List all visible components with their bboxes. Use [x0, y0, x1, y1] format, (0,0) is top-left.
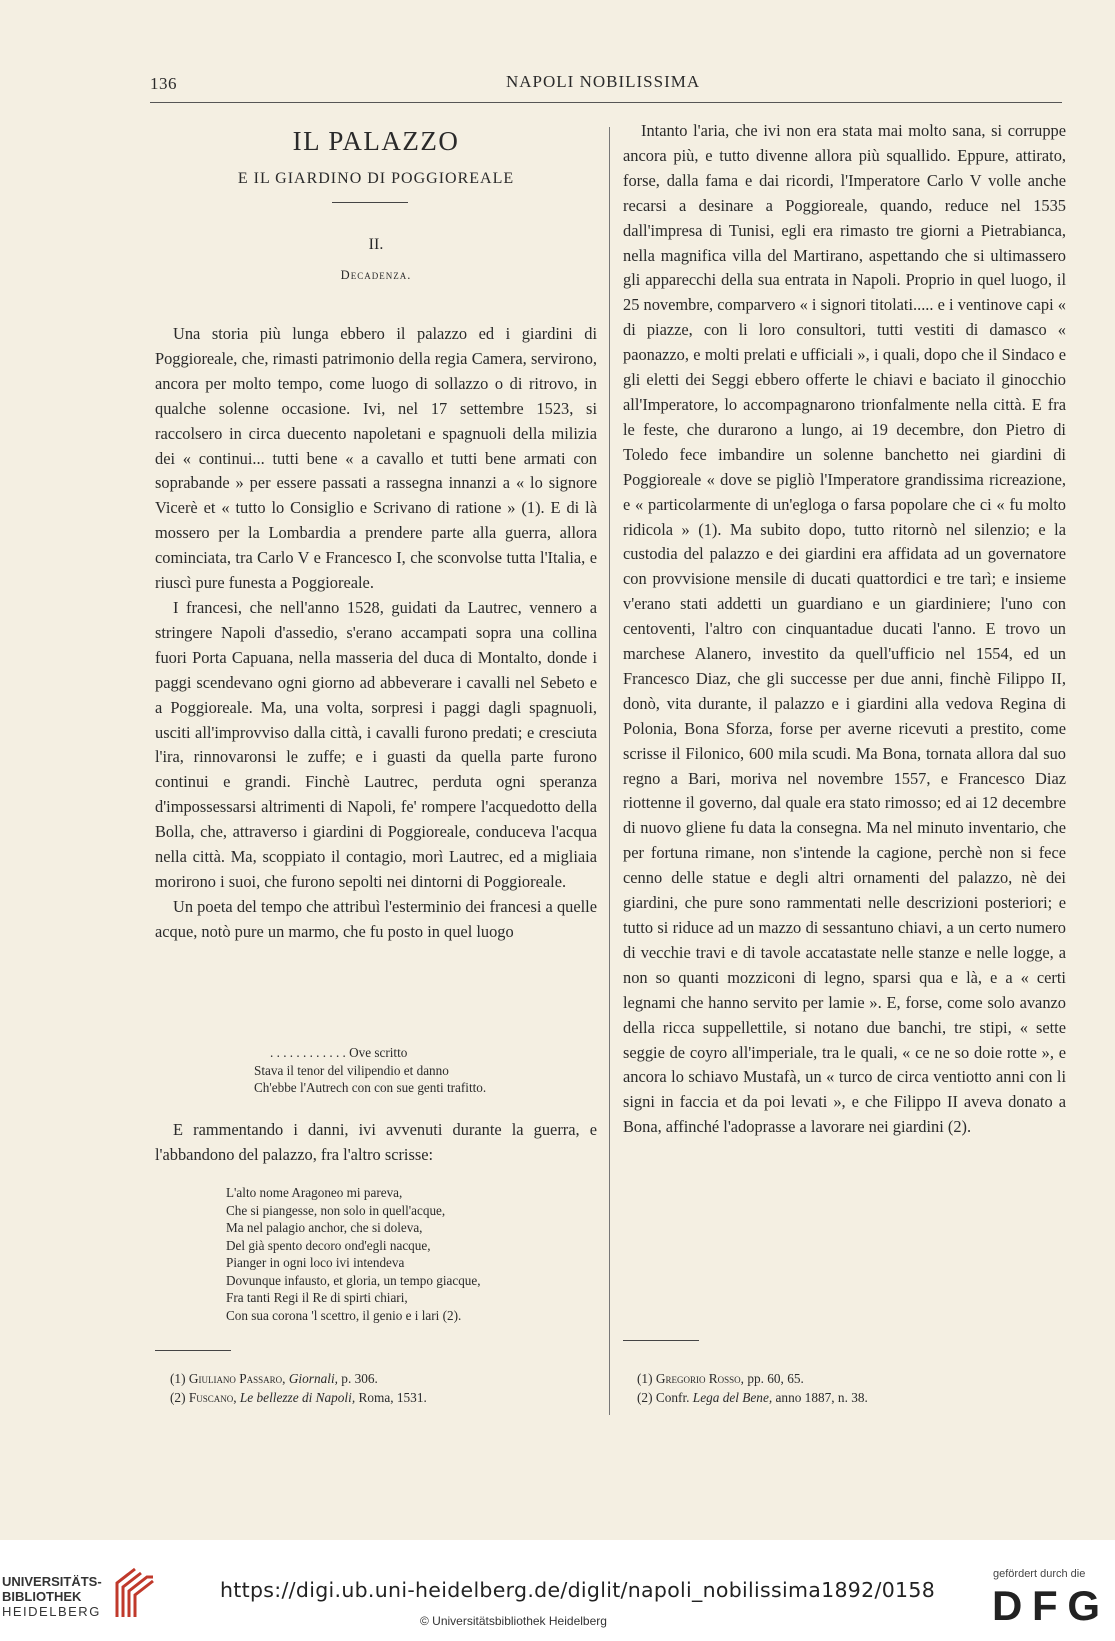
verse-line: Dovunque infausto, et gloria, un tempo giacque, — [226, 1272, 481, 1288]
footnotes-left — [170, 1369, 427, 1407]
article-subtitle: E IL GIARDINO DI POGGIOREALE — [237, 170, 515, 187]
running-title: NAPOLI NOBILISSIMA — [506, 72, 701, 91]
library-logo-icon — [113, 1565, 161, 1626]
column-divider — [609, 127, 610, 1415]
section-heading: Decadenza. — [340, 268, 412, 282]
copyright-notice: © Universitätsbibliothek Heidelberg — [420, 1614, 607, 1628]
part-number: II. — [368, 236, 384, 253]
svg-text:DFG: DFG — [992, 1584, 1100, 1624]
dfg-logo-icon — [992, 1584, 1104, 1629]
paragraph: I francesi, che nell'anno 1528, guidati da Lautrec, vennero a stringere Napoli d'assedio, s'erano accampati sopra una collina fuori Porta Capuana, nella masseria del duca di Montalto, donde i paggi scendevano ogni giorno ad abbeverare i cavalli nel Sebeto e a Poggioreale. Ma, una volta, sorpresi i paggi dagli spagnuoli, usciti all'improvviso dalla città, i cavalli furono predati; e cresciuta l'ira, rinnovaronsi le zuffe; e i guasti da quella parte furono continui e grandi. Finchè Lautrec, perduta ogni speranza d'impossessarsi altrimenti di Napoli, fe' rompere l'acquedotto della Bolla, che, attraverso i giardini di Poggioreale, conduceva l'acqua nella città. Ma, scoppiato il contagio, morì Lautrec, ed a migliaia morirono i suoi, che furono sepolti nei dintorni di Poggioreale. — [155, 597, 597, 891]
page-number: 136 — [150, 74, 177, 93]
verse-line: Del già spento decoro ond'egli nacque, — [226, 1237, 431, 1253]
title-rule — [332, 202, 408, 203]
article-title: IL PALAZZO — [292, 126, 460, 156]
verse-line: Con sua corona 'l scettro, il genio e i lari (2). — [226, 1307, 462, 1323]
verse-line: Stava il tenor del vilipendio et danno — [254, 1062, 449, 1078]
footnote: (2) Confr. Lega del Bene, anno 1887, n. 38. — [637, 1390, 868, 1405]
verse-line: Ma nel palagio anchor, che si doleva, — [226, 1220, 423, 1235]
source-url-link[interactable]: https://digi.ub.uni-heidelberg.de/diglit/napoli_nobilissima1892/0158 — [220, 1578, 936, 1602]
verse-line: . . . . . . . . . . . . Ove scritto — [270, 1045, 408, 1060]
verse-quote-2 — [226, 1184, 481, 1324]
footnotes-right — [637, 1369, 868, 1407]
footnote: (1) Gregorio Rosso, pp. 60, 65. — [637, 1371, 804, 1386]
paragraph: E rammentando i danni, ivi avvenuti durante la guerra, e l'abbandono del palazzo, fra l'altro scrisse: — [155, 1120, 597, 1164]
footnote-rule-right — [623, 1340, 699, 1341]
paragraph: Un poeta del tempo che attribuì l'esterminio dei francesi a quelle acque, notò pure un marmo, che fu posto in quel luogo — [155, 896, 597, 941]
library-name: UNIVERSITÄTS- BIBLIOTHEK HEIDELBERG — [2, 1574, 102, 1619]
verse-line: L'alto nome Aragoneo mi pareva, — [226, 1185, 403, 1200]
right-column — [623, 119, 1066, 1140]
paragraph: Una storia più lunga ebbero il palazzo ed i giardini di Poggioreale, che, rimasti patrimonio della regia Camera, servirono, ancora per molto tempo, come luogo di sollazzo o di ritrovo, in qualche solenne occasione. Ivi, nel 17 settembre 1523, si raccolsero in circa duecento napoletani e spagnuoli della milizia dei « continui... tutti bene « a cavallo et tutti bene armati con soprabande » per essere passati a rassegna innanzi a « lo signore Vicerè et « tutto lo Consiglio e Scrivano di ratione » (1). E di là mossero per la Lombardia a prendere parte alla guerra, allora cominciata, tra Carlo V e Francesco I, che sconvolse tutta l'Italia, e riuscì pure funesta a Poggioreale. — [155, 324, 597, 593]
funding-note: gefördert durch die — [993, 1568, 1086, 1580]
footnote-rule-left — [155, 1350, 231, 1351]
verse-line: Pianger in ogni loco ivi intendeva — [226, 1255, 405, 1270]
paragraph: Intanto l'aria, che ivi non era stata mai molto sana, si corruppe ancora più, e tutto divenne allora più squallido. Eppure, attirato, forse, dalla fama e dai ricordi, l'Imperatore Carlo V volle anche recarsi a desinare a Poggioreale, quando, reduce nel 1535 dall'impresa di Tunisi, egli era rimasto tre giorni a Pietrabianca, nella magnifica villa del Martirano, aspettando che si ultimassero gli apparecchi della sua entrata in Napoli. Proprio in quel luogo, il 25 novembre, comparvero « i signori titolati..... e i ventinove capi « di piazze, con li loro consultori, tutti vestiti di damasco « paonazzo, e molti prelati e ufficiali », i quali, dopo che il Sindaco e gli eletti dei Seggi ebbero offerte le chiavi e baciato il ginocchio all'Imperatore, lo accompagnarono trionfalmente nella città. E fra le feste, che durarono a lungo, ai 19 decembre, don Pietro di Toledo fece imbandire un solenne banchetto nei giardini di Poggioreale « dove se pigliò l'Imperatore grandissima ricreazione, e « particolarmente di un'egloga o farsa popolare che ci « fu molto ridicola » (1). Ma subito dopo, tutto ritornò nel silenzio; e la custodia del palazzo e dei giardini era affidata ad un governatore con provvisione mensile di ducati quattordici e tre tarì; e insieme v'erano stati addetti un guardiano e un giardiniere; l'uno con centoventi, l'altro con cinquantadue ducati l'anno. E trovo un marchese Alanero, investito da quell'ufficio nel 1554, ed un Francesco Diaz, che gli successe per due anni, finchè Filippo II, donò, vita durante, il palazzo e i giardini alla vedova Regina di Polonia, Bona Sforza, forse per averne ricevuti a prestito, come scrisse il Filonico, 600 mila scudi. Ma Bona, tornata allora dal suo regno a Bari, moriva nel novembre 1557, e Francesco Diaz riottenne il governo, dal quale era stato rimosso; ed ai 12 decembre di nuovo gliene fu data la consegna. Ma nel minuto inventario, che per fortuna rimane, non s'intende la cagione, perchè non si fece cenno delle statue e degli altri ornamenti del palazzo, nè dei giardini, che pure sono rammentati nelle descrizioni posteriori; e tutto si riduce ad un mazzo di sessantuno chiavi, a un certo numero di vecchie travi e di tavole accatastate nelle stanze e nelle logge, a non so quanti mozziconi di legno, sparsi qua e là, e a « certi legnami che hanno servito per lamie ». E, forse, come solo avanzo della ricca suppellettile, si notano due banchi, tre stipi, « sette seggie de coyro all'imperiale, tra le quali, « ce ne so doie rotte », e ancora lo schiavo Mustafà, un « turco de circa ventiotto anni con li signi in faccia et da poi levati », e che Filippo II aveva donato a Bona, affinché l'adoprasse a lavorare nei giardini (2). — [623, 121, 1066, 1137]
left-column-continued — [155, 1118, 597, 1168]
left-column — [155, 322, 597, 945]
verse-line: Ch'ebbe l'Autrech con con sue genti trafitto. — [254, 1080, 487, 1095]
verse-quote-1 — [254, 1044, 486, 1097]
verse-line: Fra tanti Regi il Re di spirti chiari, — [226, 1290, 408, 1305]
footnote: (2) Fuscano, Le bellezze di Napoli, Roma, 1531. — [170, 1390, 427, 1405]
footnote: (1) Giuliano Passaro, Giornali, p. 306. — [170, 1371, 378, 1386]
verse-line: Che si piangesse, non solo in quell'acque, — [226, 1202, 446, 1218]
header-rule — [150, 102, 1062, 103]
